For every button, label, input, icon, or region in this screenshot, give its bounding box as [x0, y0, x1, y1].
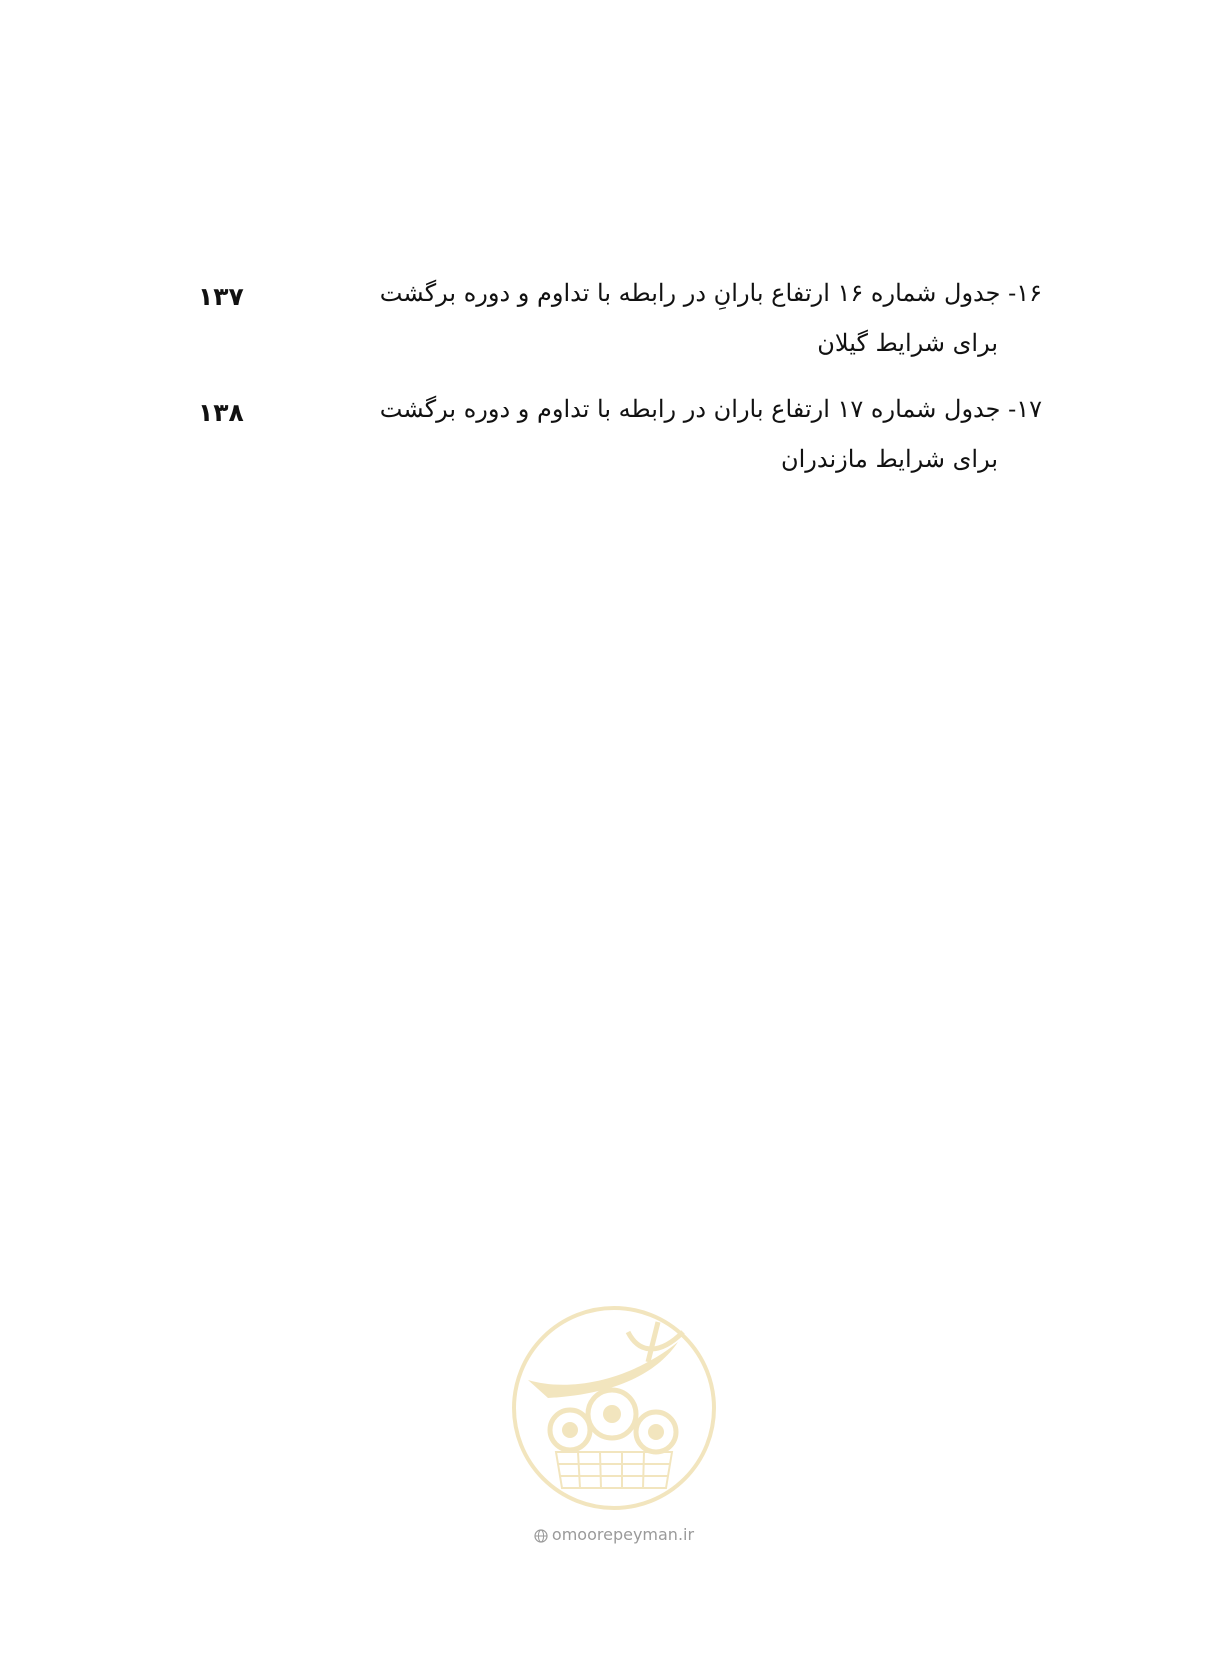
watermark-logo: [508, 1302, 720, 1514]
toc-entry-title-continuation: برای شرایط گیلان: [817, 329, 998, 357]
toc-page-number: ۱۳۷: [198, 282, 244, 311]
website-text: omoorepeyman.ir: [551, 1525, 695, 1544]
toc-entry-title: ۱۶- جدول شماره ۱۶ ارتفاع بارانِ در رابطه با تداوم و دوره برگشت: [379, 279, 1042, 307]
toc-entry: [190, 384, 1050, 484]
globe-icon: [534, 1528, 548, 1542]
toc-entry-title: ۱۷- جدول شماره ۱۷ ارتفاع باران در رابطه با تداوم و دوره برگشت: [379, 395, 1042, 423]
toc-page-number: ۱۳۸: [198, 398, 244, 427]
table-of-contents: [190, 268, 1050, 500]
toc-entry-title-continuation: برای شرایط مازندران: [780, 445, 998, 473]
watermark-website: [514, 1525, 714, 1544]
toc-entry: [190, 268, 1050, 368]
